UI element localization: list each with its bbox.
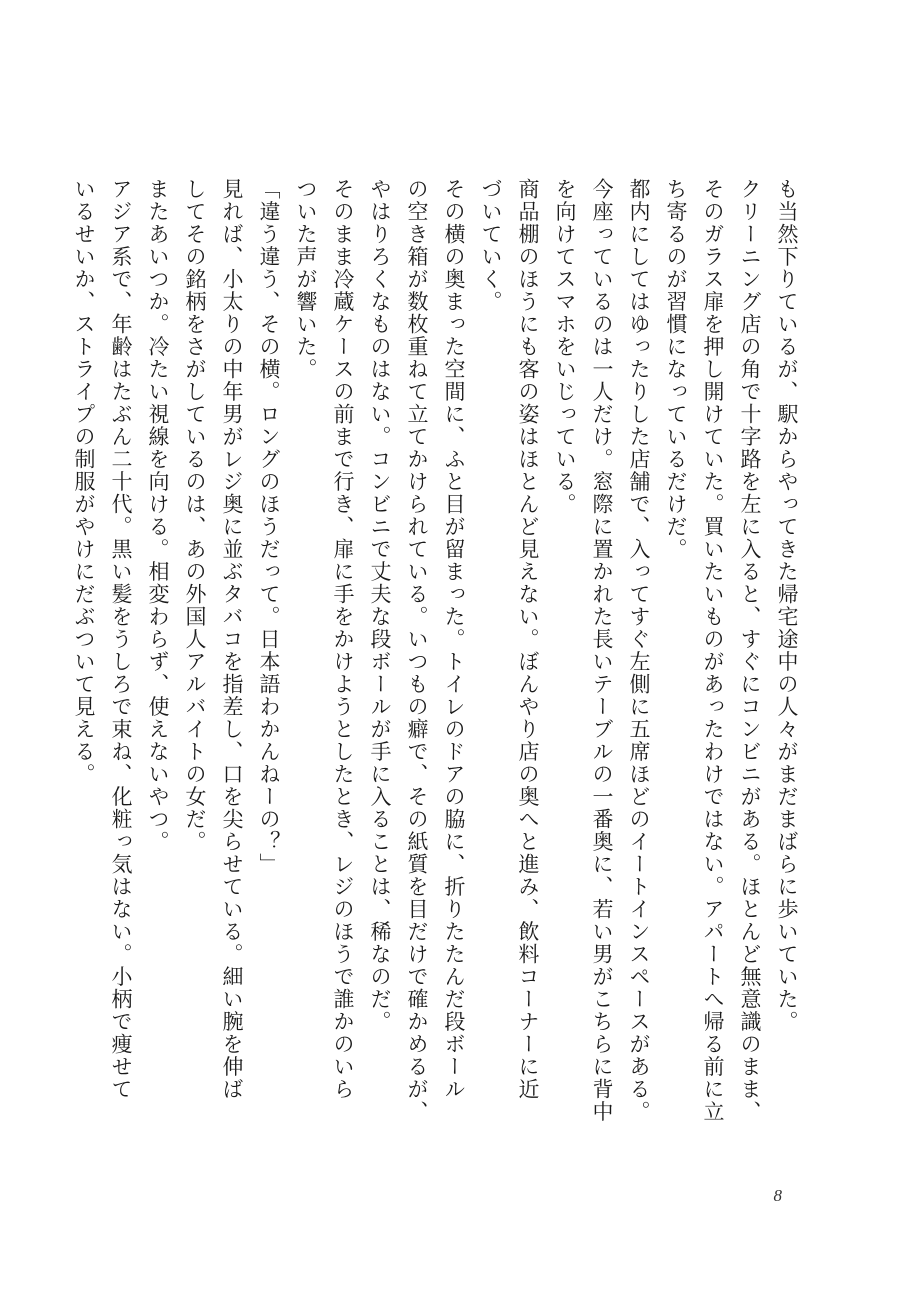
page-number: 8 (773, 1186, 782, 1205)
text-line: 「違う違う、その横。ロングのほうだって。日本語わかんねーの？」 (257, 178, 281, 876)
text-line: 商品棚のほうにも客の姿はほとんど見えない。ぼんやり店の奥へと進み、飲料コーナーに近 (516, 178, 540, 1101)
text-line: そのガラス扉を押し開けていた。買いたいものがあったわけではない。アパートへ帰る前に立 (701, 178, 725, 1123)
text-line: いるせいか、ストライプの制服がやけにだぶついて見える。 (72, 178, 96, 786)
text-line: してその銘柄をさがしているのは、あの外国人アルバイトの女だ。 (183, 178, 207, 853)
text-line: そのまま冷蔵ケースの前まで行き、扉に手をかけようとしたとき、レジのほうで誰かのいら (331, 178, 355, 1101)
text-line: クリーニング店の角で十字路を左に入ると、すぐにコンビニがある。ほとんど無意識のまま、 (738, 178, 762, 1123)
text-line: またあいつか。冷たい視線を向ける。相変わらず、使えないやつ。 (146, 178, 170, 853)
text-line: も当然下りているが、駅からやってきた帰宅途中の人々がまだまばらに歩いていた。 (775, 178, 799, 1033)
text-line: アジア系で、年齢はたぶん二十代。黒い髪をうしろで束ね、化粧っ気はない。小柄で痩せて (109, 178, 133, 1101)
vertical-text-body (72, 178, 805, 1123)
text-line: 今座っているのは一人だけ。窓際に置かれた長いテーブルの一番奥に、若い男がこちらに背中 (590, 178, 614, 1123)
text-line: 見れば、小太りの中年男がレジ奥に並ぶタバコを指差し、口を尖らせている。細い腕を伸ば (220, 178, 244, 1101)
text-line: 都内にしてはゆったりした店舗で、入ってすぐ左側に五席ほどのイートインスペースがある。 (627, 178, 651, 1123)
text-line: ち寄るのが習慣になっているだけだ。 (664, 178, 688, 561)
text-line: づいていく。 (479, 178, 503, 313)
text-line: やはりろくなものはない。コンビニで丈夫な段ボールが手に入ることは、稀なのだ。 (368, 178, 392, 1033)
text-line: その横の奥まった空間に、ふと目が留まった。トイレのドアの脇に、折りたたんだ段ボール (442, 178, 466, 1101)
text-line: の空き箱が数枚重ねて立てかけられている。いつもの癖で、その紙質を目だけで確かめるが、 (405, 178, 429, 1123)
text-line: ついた声が響いた。 (294, 178, 318, 381)
text-line: を向けてスマホをいじっている。 (553, 178, 577, 516)
